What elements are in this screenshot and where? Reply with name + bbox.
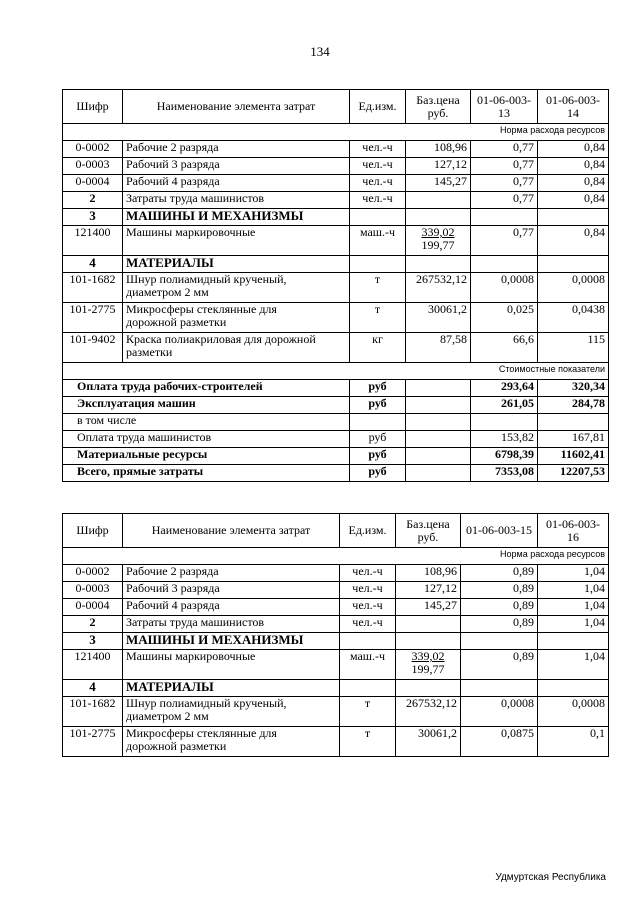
header-code: Шифр [63, 514, 123, 548]
row-value-2: 0,84 [538, 158, 609, 175]
row-value-2: 1,04 [538, 616, 609, 633]
table-row [63, 141, 609, 158]
footer-region: Удмуртская Республика [495, 872, 606, 883]
header-name: Наименование элемента затрат [123, 514, 340, 548]
row-price: 127,12 [406, 158, 471, 175]
row-name-line1: Шнур полиамидный крученый, [126, 272, 287, 286]
row-price: 108,96 [406, 141, 471, 158]
header-base-price: Баз.цена руб. [406, 90, 471, 124]
summary-value-2 [538, 414, 609, 431]
table-row [63, 175, 609, 192]
row-name: Рабочие 2 разряда [123, 141, 350, 158]
table-row [63, 273, 609, 303]
row-price [396, 616, 461, 633]
row-name: Рабочие 2 разряда [123, 565, 340, 582]
row-value-2: 0,0008 [538, 697, 609, 727]
section-title: МАТЕРИАЛЫ [123, 680, 340, 697]
table-row [63, 565, 609, 582]
summary-value-1: 261,05 [471, 397, 538, 414]
row-unit: т [350, 303, 406, 333]
row-value-2: 1,04 [538, 565, 609, 582]
row-price: 87,58 [406, 333, 471, 363]
summary-row [63, 448, 609, 465]
summary-value-2: 167,81 [538, 431, 609, 448]
summary-value-1: 6798,39 [471, 448, 538, 465]
table-header [63, 90, 609, 124]
row-name-line2: диаметром 2 мм [126, 709, 209, 723]
row-value-2: 0,84 [538, 192, 609, 209]
row-value-1: 0,77 [471, 226, 538, 256]
row-name [123, 727, 340, 757]
row-value-2: 0,84 [538, 141, 609, 158]
row-value-1: 0,89 [461, 599, 538, 616]
section-row-materials [63, 680, 609, 697]
cost-table-1 [62, 89, 609, 482]
header-col1: 01-06-003-13 [471, 90, 538, 124]
row-unit: т [340, 727, 396, 757]
row-value-1: 66,6 [471, 333, 538, 363]
table-row [63, 158, 609, 175]
header-name: Наименование элемента затрат [123, 90, 350, 124]
section-code: 3 [63, 633, 123, 650]
summary-row [63, 414, 609, 431]
summary-value-2: 284,78 [538, 397, 609, 414]
row-code: 2 [63, 616, 123, 633]
row-code: 121400 [63, 650, 123, 680]
row-value-1: 0,0875 [461, 727, 538, 757]
summary-name: Оплата труда рабочих-строителей [63, 380, 350, 397]
table-row [63, 582, 609, 599]
row-value-2: 1,04 [538, 650, 609, 680]
row-value-2: 0,0438 [538, 303, 609, 333]
table-row [63, 599, 609, 616]
norm-label-row [63, 124, 609, 141]
norm-label: Норма расхода ресурсов [63, 124, 609, 141]
table-row [63, 303, 609, 333]
summary-row [63, 380, 609, 397]
row-code: 121400 [63, 226, 123, 256]
row-name-line2: диаметром 2 мм [126, 285, 209, 299]
row-name-line2: разметки [126, 345, 173, 359]
summary-name: в том числе [63, 414, 350, 431]
summary-name: Эксплуатация машин [63, 397, 350, 414]
row-code: 0-0004 [63, 175, 123, 192]
row-unit: кг [350, 333, 406, 363]
row-price [406, 192, 471, 209]
row-unit: маш.-ч [350, 226, 406, 256]
summary-value-2: 11602,41 [538, 448, 609, 465]
summary-value-1: 7353,08 [471, 465, 538, 482]
row-name-line1: Микросферы стеклянные для [126, 726, 277, 740]
page-number: 134 [310, 44, 330, 59]
price-bottom: 199,77 [421, 238, 455, 252]
row-code: 0-0002 [63, 141, 123, 158]
price-top: 339,02 [421, 225, 455, 239]
row-unit: чел.-ч [350, 192, 406, 209]
row-name: Машины маркировочные [123, 650, 340, 680]
row-code: 0-0003 [63, 582, 123, 599]
row-price: 145,27 [406, 175, 471, 192]
row-unit: т [340, 697, 396, 727]
cost-label: Стоимостные показатели [63, 363, 609, 380]
row-name-line1: Краска полиакриловая для дорожной [126, 332, 316, 346]
row-value-1: 0,77 [471, 141, 538, 158]
table-row [63, 616, 609, 633]
row-code: 101-2775 [63, 727, 123, 757]
header-col1: 01-06-003-15 [461, 514, 538, 548]
row-value-1: 0,89 [461, 616, 538, 633]
row-value-2: 0,84 [538, 175, 609, 192]
summary-unit [350, 414, 406, 431]
row-name: Затраты труда машинистов [123, 616, 340, 633]
row-code: 101-9402 [63, 333, 123, 363]
summary-value-1: 153,82 [471, 431, 538, 448]
section-row-machines [63, 209, 609, 226]
section-title: МАШИНЫ И МЕХАНИЗМЫ [123, 633, 340, 650]
row-price: 127,12 [396, 582, 461, 599]
row-unit: т [350, 273, 406, 303]
section-row-machines [63, 633, 609, 650]
row-code: 101-1682 [63, 697, 123, 727]
table-row [63, 727, 609, 757]
norm-label-row [63, 548, 609, 565]
header-base-price: Баз.цена руб. [396, 514, 461, 548]
row-value-1: 0,89 [461, 565, 538, 582]
row-name: Затраты труда машинистов [123, 192, 350, 209]
section-code: 4 [63, 256, 123, 273]
row-price [396, 650, 461, 680]
summary-row [63, 397, 609, 414]
row-name: Рабочий 3 разряда [123, 158, 350, 175]
summary-unit: руб [350, 397, 406, 414]
row-code: 101-1682 [63, 273, 123, 303]
row-name-line2: дорожной разметки [126, 739, 227, 753]
table-row [63, 650, 609, 680]
row-value-1: 0,77 [471, 175, 538, 192]
row-name: Машины маркировочные [123, 226, 350, 256]
row-value-1: 0,89 [461, 582, 538, 599]
row-unit: чел.-ч [340, 599, 396, 616]
row-price: 30061,2 [406, 303, 471, 333]
row-value-2: 1,04 [538, 582, 609, 599]
row-code: 0-0003 [63, 158, 123, 175]
header-unit: Ед.изм. [340, 514, 396, 548]
row-price: 267532,12 [406, 273, 471, 303]
row-unit: чел.-ч [350, 158, 406, 175]
row-name [123, 273, 350, 303]
row-name [123, 697, 340, 727]
summary-name: Материальные ресурсы [63, 448, 350, 465]
table-row [63, 226, 609, 256]
row-name [123, 303, 350, 333]
row-name-line1: Шнур полиамидный крученый, [126, 696, 287, 710]
row-price: 108,96 [396, 565, 461, 582]
row-code: 2 [63, 192, 123, 209]
summary-value-2: 320,34 [538, 380, 609, 397]
summary-value-1 [471, 414, 538, 431]
norm-label: Норма расхода ресурсов [63, 548, 609, 565]
row-unit: чел.-ч [350, 141, 406, 158]
row-unit: маш.-ч [340, 650, 396, 680]
table-row [63, 192, 609, 209]
row-value-2: 0,0008 [538, 273, 609, 303]
price-bottom: 199,77 [411, 662, 445, 676]
header-col2: 01-06-003-16 [538, 514, 609, 548]
row-price: 267532,12 [396, 697, 461, 727]
row-value-2: 0,84 [538, 226, 609, 256]
table-row [63, 697, 609, 727]
header-unit: Ед.изм. [350, 90, 406, 124]
row-name: Рабочий 4 разряда [123, 599, 340, 616]
row-price: 145,27 [396, 599, 461, 616]
summary-unit: руб [350, 380, 406, 397]
summary-value-2: 12207,53 [538, 465, 609, 482]
row-price: 30061,2 [396, 727, 461, 757]
summary-name: Оплата труда машинистов [63, 431, 350, 448]
summary-value-1: 293,64 [471, 380, 538, 397]
table-row [63, 333, 609, 363]
summary-unit: руб [350, 465, 406, 482]
row-value-1: 0,89 [461, 650, 538, 680]
row-unit: чел.-ч [350, 175, 406, 192]
summary-row [63, 465, 609, 482]
summary-unit: руб [350, 448, 406, 465]
summary-unit: руб [350, 431, 406, 448]
header-col2: 01-06-003-14 [538, 90, 609, 124]
row-value-1: 0,025 [471, 303, 538, 333]
row-unit: чел.-ч [340, 616, 396, 633]
row-name: Рабочий 4 разряда [123, 175, 350, 192]
cost-label-row [63, 363, 609, 380]
section-row-materials [63, 256, 609, 273]
row-value-1: 0,0008 [461, 697, 538, 727]
row-value-2: 115 [538, 333, 609, 363]
cost-table-2 [62, 513, 609, 757]
section-code: 4 [63, 680, 123, 697]
row-value-1: 0,77 [471, 192, 538, 209]
row-name-line2: дорожной разметки [126, 315, 227, 329]
row-code: 101-2775 [63, 303, 123, 333]
summary-name: Всего, прямые затраты [63, 465, 350, 482]
header-code: Шифр [63, 90, 123, 124]
section-title: МАШИНЫ И МЕХАНИЗМЫ [123, 209, 350, 226]
price-top: 339,02 [411, 649, 445, 663]
section-code: 3 [63, 209, 123, 226]
row-value-1: 0,0008 [471, 273, 538, 303]
row-code: 0-0002 [63, 565, 123, 582]
section-title: МАТЕРИАЛЫ [123, 256, 350, 273]
row-value-1: 0,77 [471, 158, 538, 175]
table-header [63, 514, 609, 548]
row-name [123, 333, 350, 363]
row-unit: чел.-ч [340, 582, 396, 599]
row-price [406, 226, 471, 256]
row-name-line1: Микросферы стеклянные для [126, 302, 277, 316]
row-value-2: 1,04 [538, 599, 609, 616]
row-name: Рабочий 3 разряда [123, 582, 340, 599]
row-unit: чел.-ч [340, 565, 396, 582]
row-code: 0-0004 [63, 599, 123, 616]
summary-row [63, 431, 609, 448]
row-value-2: 0,1 [538, 727, 609, 757]
